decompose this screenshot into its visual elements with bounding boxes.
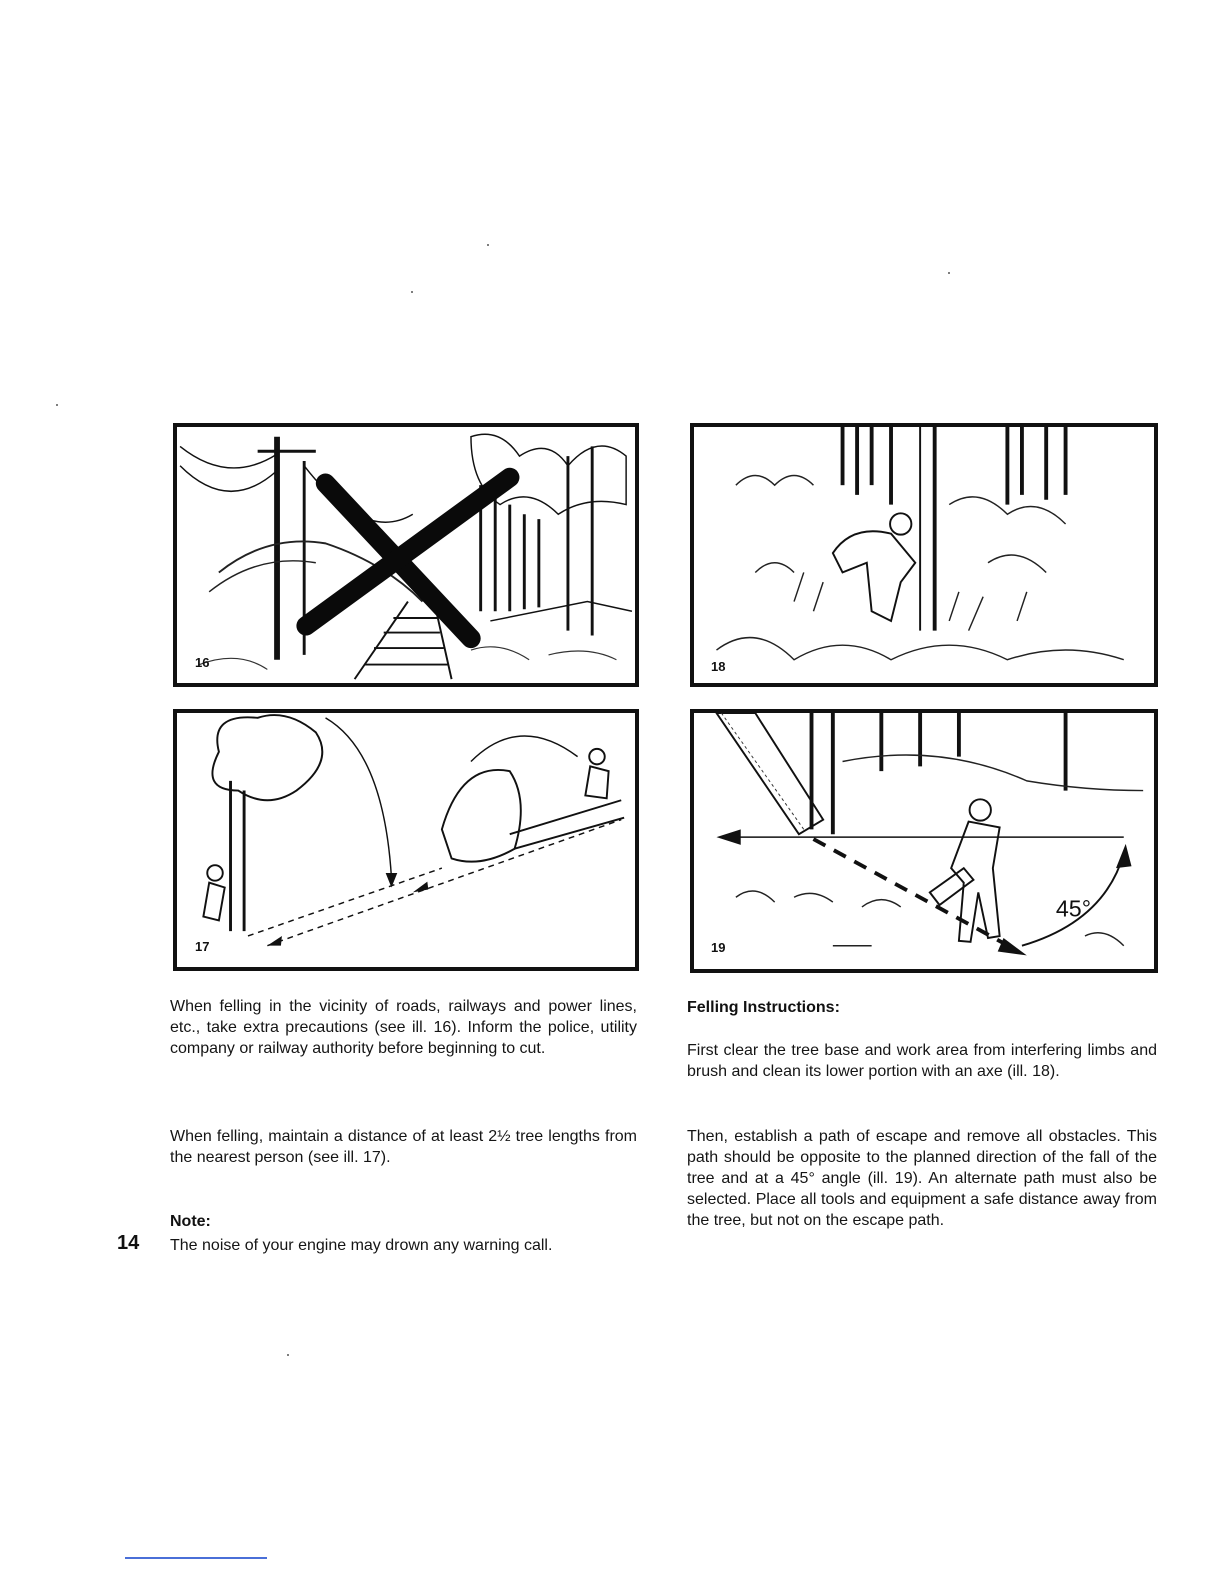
blue-rule <box>125 1557 267 1559</box>
illustration-19 <box>690 709 1158 973</box>
illustration-18 <box>690 423 1158 687</box>
illustration-18-drawing <box>694 427 1154 683</box>
illustration-17 <box>173 709 639 971</box>
paragraph-clear-tree-base: First clear the tree base and work area from interfering limbs and brush and clean its lower portion with an axe (ill. 18). <box>687 1042 1157 1080</box>
illustration-label: 16 <box>195 655 210 670</box>
scan-speck <box>287 1354 289 1356</box>
paragraph-roads-railways: When felling in the vicinity of roads, railways and power lines, etc., take extra precautions (see ill. 16). Inform the police, utility company or railway authority before beginning to cut. <box>170 998 637 1057</box>
scan-speck <box>56 404 58 406</box>
illustration-label: 18 <box>711 659 726 674</box>
illustration-16-drawing <box>177 427 635 683</box>
paragraph-distance: When felling, maintain a distance of at least 2½ tree lengths from the nearest person (see ill. 17). <box>170 1128 637 1166</box>
scan-speck <box>411 291 413 293</box>
illustration-label: 19 <box>711 940 726 955</box>
scan-speck <box>948 272 950 274</box>
felling-instructions-heading: Felling Instructions: <box>687 999 840 1016</box>
page-number: 14 <box>117 1232 140 1254</box>
scan-speck <box>487 244 489 246</box>
illustration-17-drawing <box>177 713 635 967</box>
angle-label: 45° <box>1055 895 1092 922</box>
paragraph-escape-path: Then, establish a path of escape and remove all obstacles. This path should be opposite to the planned direction of the fall of the tree and at a 45° angle (ill. 19). An alternate path must also be selected. Place all tools and equipment a safe distance away from the tree, but not on the escape path. <box>687 1128 1157 1229</box>
illustration-19-drawing <box>694 713 1154 969</box>
note-text: The noise of your engine may drown any warning call. <box>170 1237 553 1254</box>
illustration-16 <box>173 423 639 687</box>
illustration-label: 17 <box>195 939 210 954</box>
note-heading: Note: <box>170 1213 211 1230</box>
